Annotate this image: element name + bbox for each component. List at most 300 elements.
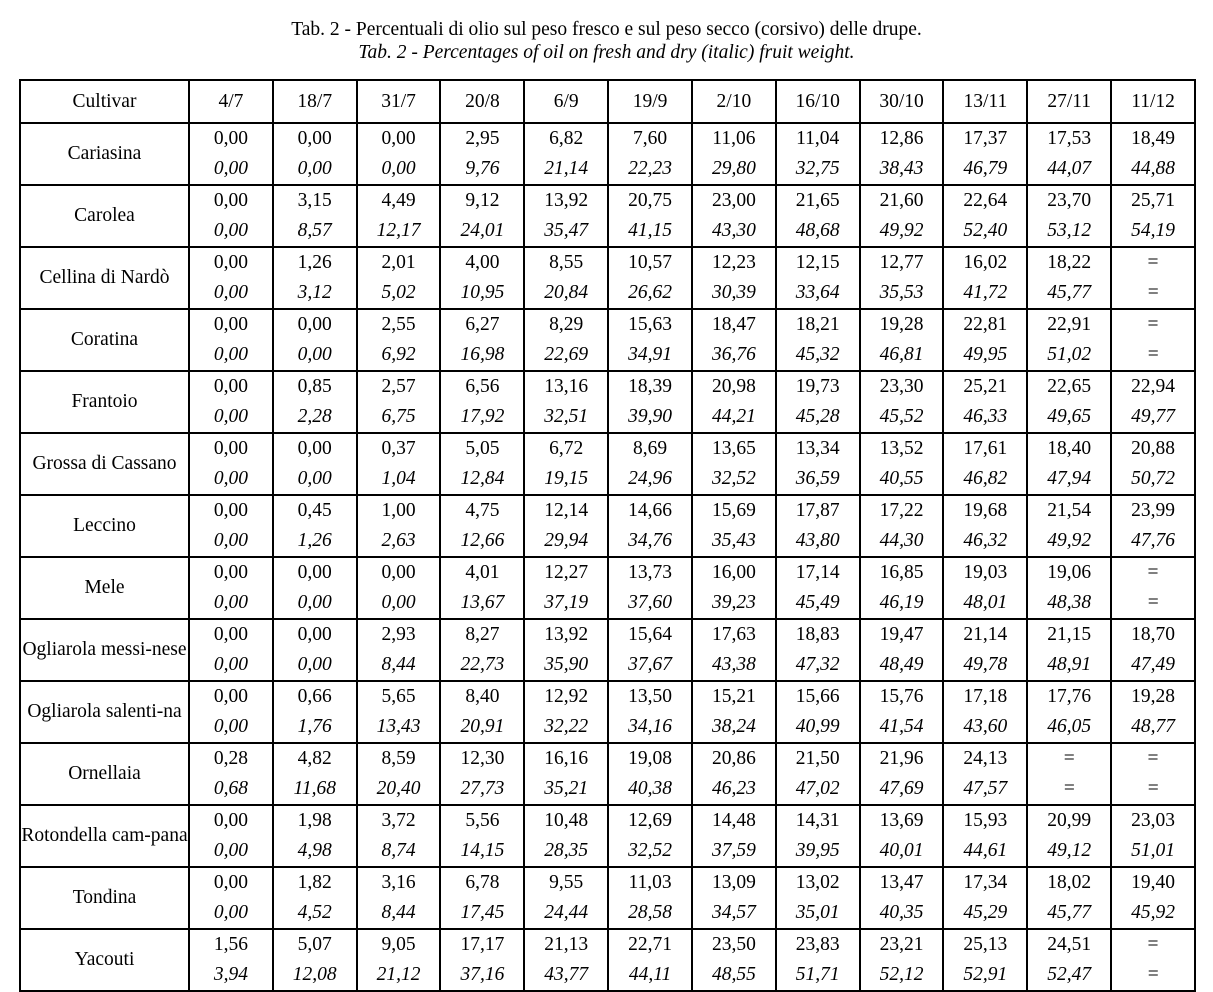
value-cell — [860, 557, 944, 619]
dry-weight-value: 13,43 — [376, 716, 421, 737]
fresh-weight-value: 19,28 — [1131, 686, 1175, 707]
fresh-weight-value: 21,50 — [795, 748, 840, 769]
fresh-weight-value: 17,61 — [963, 438, 1008, 459]
value-cell — [860, 867, 944, 929]
table-row — [20, 185, 1195, 247]
dry-weight-value: 48,68 — [795, 220, 840, 241]
dry-weight-value: 46,33 — [963, 406, 1008, 427]
value-cell — [1111, 123, 1195, 185]
table-row — [20, 495, 1195, 557]
dry-weight-value: 0,00 — [213, 592, 248, 613]
dry-weight-value: 47,94 — [1047, 468, 1092, 489]
fresh-weight-value: 4,00 — [465, 252, 500, 273]
dry-weight-value: 0,00 — [297, 344, 332, 365]
value-cell — [524, 123, 608, 185]
fresh-weight-value: 15,21 — [711, 686, 756, 707]
fresh-weight-value: 6,78 — [465, 872, 500, 893]
fresh-weight-value: = — [1147, 934, 1159, 955]
dry-weight-value: 44,88 — [1131, 158, 1175, 179]
fresh-weight-value: 16,16 — [544, 748, 589, 769]
value-cell — [1111, 247, 1195, 309]
dry-weight-value: 47,49 — [1131, 654, 1175, 675]
dry-weight-value: 45,28 — [795, 406, 840, 427]
dry-weight-value: 0,00 — [213, 468, 248, 489]
dry-weight-value: 52,12 — [879, 964, 924, 985]
value-cell — [1027, 309, 1111, 371]
value-cell — [1027, 123, 1111, 185]
fresh-weight-value: 2,55 — [381, 314, 416, 335]
cultivar-name: Frantoio — [20, 371, 189, 433]
fresh-weight-value: 23,21 — [879, 934, 924, 955]
dry-weight-value: 12,17 — [376, 220, 421, 241]
value-cell — [608, 309, 692, 371]
value-cell — [608, 619, 692, 681]
dry-weight-value: 43,30 — [711, 220, 756, 241]
dry-weight-value: 8,57 — [297, 220, 332, 241]
dry-weight-value: 47,32 — [795, 654, 840, 675]
header-date: 4/7 — [189, 80, 273, 123]
dry-weight-value: 0,00 — [381, 158, 416, 179]
dry-weight-value: 46,05 — [1047, 716, 1092, 737]
cultivar-name: Cariasina — [20, 123, 189, 185]
value-cell — [776, 371, 860, 433]
table-row — [20, 309, 1195, 371]
value-cell — [608, 557, 692, 619]
dry-weight-value: 24,96 — [628, 468, 672, 489]
fresh-weight-value: 15,66 — [795, 686, 840, 707]
dry-weight-value: 35,53 — [879, 282, 924, 303]
value-cell — [1027, 619, 1111, 681]
dry-weight-value: 12,66 — [460, 530, 505, 551]
value-cell — [1111, 929, 1195, 991]
value-cell — [608, 495, 692, 557]
fresh-weight-value: 0,66 — [297, 686, 332, 707]
dry-weight-value: 28,35 — [544, 840, 589, 861]
fresh-weight-value: 13,02 — [795, 872, 840, 893]
header-cultivar: Cultivar — [20, 80, 189, 123]
dry-weight-value: 35,47 — [544, 220, 589, 241]
dry-weight-value: 41,15 — [628, 220, 672, 241]
fresh-weight-value: 0,00 — [297, 314, 332, 335]
value-cell — [357, 185, 441, 247]
dry-weight-value: = — [1146, 282, 1160, 303]
value-cell — [860, 371, 944, 433]
fresh-weight-value: 1,82 — [297, 872, 332, 893]
fresh-weight-value: 0,00 — [213, 686, 248, 707]
fresh-weight-value: 15,69 — [711, 500, 756, 521]
header-date: 19/9 — [608, 80, 692, 123]
dry-weight-value: 17,92 — [460, 406, 505, 427]
fresh-weight-value: 21,13 — [544, 934, 589, 955]
value-cell — [189, 185, 273, 247]
dry-weight-value: 40,01 — [879, 840, 924, 861]
dry-weight-value: 29,94 — [544, 530, 589, 551]
cultivar-name: Ogliarola salenti-na — [20, 681, 189, 743]
fresh-weight-value: = — [1147, 562, 1159, 583]
value-cell — [357, 929, 441, 991]
value-cell — [776, 185, 860, 247]
fresh-weight-value: 13,52 — [879, 438, 924, 459]
dry-weight-value: 40,38 — [628, 778, 672, 799]
value-cell — [1111, 743, 1195, 805]
value-cell — [524, 867, 608, 929]
value-cell — [860, 619, 944, 681]
value-cell — [860, 123, 944, 185]
value-cell — [1111, 867, 1195, 929]
fresh-weight-value: 4,01 — [465, 562, 500, 583]
dry-weight-value: 41,72 — [963, 282, 1008, 303]
fresh-weight-value: 8,27 — [465, 624, 500, 645]
fresh-weight-value: 9,05 — [381, 934, 416, 955]
value-cell — [273, 743, 357, 805]
dry-weight-value: 54,19 — [1131, 220, 1175, 241]
fresh-weight-value: 23,99 — [1131, 500, 1175, 521]
value-cell — [1027, 557, 1111, 619]
dry-weight-value: 6,75 — [381, 406, 416, 427]
fresh-weight-value: 4,75 — [465, 500, 500, 521]
fresh-weight-value: 21,15 — [1047, 624, 1092, 645]
table-row — [20, 371, 1195, 433]
value-cell — [357, 371, 441, 433]
dry-weight-value: 28,58 — [628, 902, 672, 923]
fresh-weight-value: 0,45 — [297, 500, 332, 521]
dry-weight-value: 33,64 — [795, 282, 840, 303]
dry-weight-value: 45,32 — [795, 344, 840, 365]
fresh-weight-value: 23,83 — [795, 934, 840, 955]
value-cell — [608, 681, 692, 743]
value-cell — [692, 867, 776, 929]
dry-weight-value: 40,35 — [879, 902, 924, 923]
value-cell — [189, 123, 273, 185]
dry-weight-value: 44,30 — [879, 530, 924, 551]
table-title-italian: Tab. 2 - Percentuali di olio sul peso fresco e sul peso secco (corsivo) delle drupe. — [291, 19, 922, 40]
dry-weight-value: 44,11 — [628, 964, 672, 985]
fresh-weight-value: 3,15 — [297, 190, 332, 211]
dry-weight-value: 37,16 — [460, 964, 505, 985]
dry-weight-value: 30,39 — [711, 282, 756, 303]
fresh-weight-value: 1,26 — [297, 252, 332, 273]
dry-weight-value: 45,29 — [963, 902, 1008, 923]
fresh-weight-value: 5,56 — [465, 810, 500, 831]
fresh-weight-value: 17,63 — [711, 624, 756, 645]
dry-weight-value: 0,00 — [213, 530, 248, 551]
value-cell — [440, 495, 524, 557]
value-cell — [189, 805, 273, 867]
dry-weight-value: 14,15 — [460, 840, 505, 861]
fresh-weight-value: 13,92 — [544, 190, 589, 211]
dry-weight-value: 44,61 — [963, 840, 1008, 861]
dry-weight-value: 4,52 — [297, 902, 332, 923]
dry-weight-value: 45,77 — [1047, 282, 1092, 303]
fresh-weight-value: 19,47 — [879, 624, 924, 645]
oil-percentage-table — [19, 79, 1196, 992]
cultivar-name: Leccino — [20, 495, 189, 557]
dry-weight-value: 39,23 — [711, 592, 756, 613]
dry-weight-value: 34,76 — [628, 530, 672, 551]
value-cell — [1111, 433, 1195, 495]
value-cell — [189, 681, 273, 743]
fresh-weight-value: 25,71 — [1131, 190, 1175, 211]
dry-weight-value: 26,62 — [628, 282, 672, 303]
value-cell — [440, 433, 524, 495]
value-cell — [776, 619, 860, 681]
value-cell — [1111, 371, 1195, 433]
value-cell — [1027, 371, 1111, 433]
dry-weight-value: 38,24 — [711, 716, 756, 737]
dry-weight-value: = — [1146, 964, 1160, 985]
dry-weight-value: 47,57 — [963, 778, 1008, 799]
fresh-weight-value: 18,02 — [1047, 872, 1092, 893]
value-cell — [943, 185, 1027, 247]
fresh-weight-value: 18,49 — [1131, 128, 1175, 149]
fresh-weight-value: 20,99 — [1047, 810, 1092, 831]
fresh-weight-value: 0,00 — [213, 314, 248, 335]
dry-weight-value: 10,95 — [460, 282, 505, 303]
dry-weight-value: 41,54 — [879, 716, 924, 737]
fresh-weight-value: 8,59 — [381, 748, 416, 769]
value-cell — [273, 619, 357, 681]
fresh-weight-value: 8,55 — [549, 252, 584, 273]
dry-weight-value: 4,98 — [297, 840, 332, 861]
value-cell — [357, 557, 441, 619]
fresh-weight-value: 13,16 — [544, 376, 589, 397]
value-cell — [776, 495, 860, 557]
fresh-weight-value: 1,98 — [297, 810, 332, 831]
fresh-weight-value: 19,08 — [628, 748, 672, 769]
table-row — [20, 557, 1195, 619]
fresh-weight-value: 25,13 — [963, 934, 1008, 955]
value-cell — [524, 371, 608, 433]
table-row — [20, 681, 1195, 743]
header-date: 20/8 — [440, 80, 524, 123]
value-cell — [1111, 495, 1195, 557]
dry-weight-value: 49,92 — [879, 220, 924, 241]
dry-weight-value: 22,73 — [460, 654, 505, 675]
cultivar-name: Ogliarola messi-nese — [20, 619, 189, 681]
value-cell — [860, 185, 944, 247]
fresh-weight-value: 18,40 — [1047, 438, 1092, 459]
fresh-weight-value: 0,37 — [381, 438, 416, 459]
fresh-weight-value: 0,28 — [213, 748, 248, 769]
fresh-weight-value: 22,65 — [1047, 376, 1092, 397]
value-cell — [273, 185, 357, 247]
fresh-weight-value: 0,00 — [213, 624, 248, 645]
cultivar-name: Grossa di Cassano — [20, 433, 189, 495]
fresh-weight-value: 1,00 — [381, 500, 416, 521]
value-cell — [776, 247, 860, 309]
fresh-weight-value: = — [1147, 252, 1159, 273]
fresh-weight-value: 8,40 — [465, 686, 500, 707]
fresh-weight-value: 19,03 — [963, 562, 1008, 583]
value-cell — [440, 743, 524, 805]
value-cell — [357, 867, 441, 929]
dry-weight-value: 48,01 — [963, 592, 1008, 613]
cultivar-name: Coratina — [20, 309, 189, 371]
fresh-weight-value: 17,76 — [1047, 686, 1092, 707]
cultivar-name: Cellina di Nardò — [20, 247, 189, 309]
table-row — [20, 123, 1195, 185]
dry-weight-value: 32,75 — [795, 158, 840, 179]
fresh-weight-value: 14,48 — [711, 810, 756, 831]
dry-weight-value: 17,45 — [460, 902, 505, 923]
fresh-weight-value: 17,37 — [963, 128, 1008, 149]
value-cell — [776, 433, 860, 495]
value-cell — [692, 557, 776, 619]
value-cell — [524, 681, 608, 743]
dry-weight-value: 50,72 — [1131, 468, 1175, 489]
fresh-weight-value: 4,82 — [297, 748, 332, 769]
fresh-weight-value: 22,94 — [1131, 376, 1175, 397]
value-cell — [943, 867, 1027, 929]
value-cell — [608, 247, 692, 309]
header-date: 11/12 — [1111, 80, 1195, 123]
table-title-english: Tab. 2 - Percentages of oil on fresh and dry (italic) fruit weight. — [358, 42, 855, 63]
table-row — [20, 619, 1195, 681]
value-cell — [440, 123, 524, 185]
value-cell — [776, 805, 860, 867]
value-cell — [860, 433, 944, 495]
fresh-weight-value: 6,82 — [549, 128, 584, 149]
dry-weight-value: 24,44 — [544, 902, 589, 923]
value-cell — [357, 619, 441, 681]
dry-weight-value: = — [1062, 778, 1076, 799]
dry-weight-value: 0,00 — [297, 158, 332, 179]
fresh-weight-value: 16,00 — [711, 562, 756, 583]
dry-weight-value: 47,02 — [795, 778, 840, 799]
dry-weight-value: 43,60 — [963, 716, 1008, 737]
value-cell — [357, 123, 441, 185]
dry-weight-value: 34,57 — [711, 902, 756, 923]
dry-weight-value: 45,52 — [879, 406, 924, 427]
fresh-weight-value: 13,34 — [795, 438, 840, 459]
dry-weight-value: 52,40 — [963, 220, 1008, 241]
fresh-weight-value: 8,69 — [632, 438, 668, 459]
fresh-weight-value: 21,54 — [1047, 500, 1092, 521]
dry-weight-value: 0,68 — [213, 778, 248, 799]
value-cell — [608, 929, 692, 991]
value-cell — [608, 433, 692, 495]
dry-weight-value: 49,95 — [963, 344, 1008, 365]
value-cell — [440, 867, 524, 929]
value-cell — [273, 123, 357, 185]
fresh-weight-value: 12,86 — [879, 128, 924, 149]
value-cell — [692, 433, 776, 495]
table-row — [20, 247, 1195, 309]
dry-weight-value: 45,49 — [795, 592, 840, 613]
value-cell — [692, 495, 776, 557]
dry-weight-value: 27,73 — [460, 778, 505, 799]
dry-weight-value: 40,99 — [795, 716, 840, 737]
dry-weight-value: 49,92 — [1047, 530, 1092, 551]
value-cell — [524, 929, 608, 991]
value-cell — [860, 805, 944, 867]
table-row — [20, 805, 1195, 867]
fresh-weight-value: 12,14 — [544, 500, 589, 521]
fresh-weight-value: 20,88 — [1131, 438, 1175, 459]
value-cell — [1027, 681, 1111, 743]
value-cell — [692, 743, 776, 805]
dry-weight-value: 0,00 — [297, 592, 332, 613]
fresh-weight-value: 15,76 — [879, 686, 924, 707]
dry-weight-value: 8,44 — [381, 654, 416, 675]
fresh-weight-value: 19,40 — [1131, 872, 1175, 893]
cultivar-name: Ornellaia — [20, 743, 189, 805]
dry-weight-value: 3,94 — [213, 964, 248, 985]
value-cell — [189, 929, 273, 991]
fresh-weight-value: 13,92 — [544, 624, 589, 645]
dry-weight-value: 13,67 — [460, 592, 505, 613]
value-cell — [692, 619, 776, 681]
dry-weight-value: 0,00 — [213, 344, 248, 365]
dry-weight-value: 12,08 — [292, 964, 337, 985]
value-cell — [189, 619, 273, 681]
value-cell — [357, 247, 441, 309]
value-cell — [608, 743, 692, 805]
value-cell — [608, 371, 692, 433]
dry-weight-value: 44,21 — [711, 406, 756, 427]
dry-weight-value: 34,91 — [628, 344, 672, 365]
value-cell — [1027, 805, 1111, 867]
dry-weight-value: 29,80 — [711, 158, 756, 179]
dry-weight-value: 48,49 — [879, 654, 924, 675]
dry-weight-value: 45,77 — [1047, 902, 1092, 923]
dry-weight-value: 40,55 — [879, 468, 924, 489]
dry-weight-value: 46,19 — [879, 592, 924, 613]
fresh-weight-value: 13,69 — [879, 810, 924, 831]
fresh-weight-value: 9,55 — [549, 872, 584, 893]
fresh-weight-value: 10,48 — [544, 810, 589, 831]
dry-weight-value: 32,22 — [544, 716, 589, 737]
dry-weight-value: 0,00 — [213, 840, 248, 861]
table-row — [20, 743, 1195, 805]
fresh-weight-value: 24,13 — [963, 748, 1008, 769]
fresh-weight-value: 17,18 — [963, 686, 1008, 707]
dry-weight-value: 37,19 — [544, 592, 589, 613]
fresh-weight-value: 18,22 — [1047, 252, 1092, 273]
value-cell — [440, 929, 524, 991]
fresh-weight-value: 0,00 — [213, 190, 248, 211]
value-cell — [943, 309, 1027, 371]
value-cell — [692, 371, 776, 433]
dry-weight-value: 0,00 — [213, 282, 248, 303]
fresh-weight-value: 2,95 — [465, 128, 500, 149]
fresh-weight-value: 23,30 — [879, 376, 924, 397]
dry-weight-value: = — [1146, 778, 1160, 799]
dry-weight-value: 19,15 — [544, 468, 589, 489]
fresh-weight-value: 24,51 — [1047, 934, 1092, 955]
dry-weight-value: 46,82 — [963, 468, 1008, 489]
value-cell — [357, 433, 441, 495]
fresh-weight-value: 12,15 — [795, 252, 840, 273]
dry-weight-value: 43,77 — [544, 964, 589, 985]
fresh-weight-value: 11,04 — [796, 128, 840, 149]
fresh-weight-value: 20,86 — [711, 748, 756, 769]
dry-weight-value: 5,02 — [381, 282, 416, 303]
fresh-weight-value: 21,14 — [963, 624, 1008, 645]
fresh-weight-value: 18,21 — [795, 314, 840, 335]
value-cell — [692, 309, 776, 371]
dry-weight-value: 35,90 — [544, 654, 589, 675]
dry-weight-value: 22,23 — [628, 158, 672, 179]
fresh-weight-value: = — [1147, 314, 1159, 335]
dry-weight-value: 39,90 — [628, 406, 672, 427]
fresh-weight-value: 0,00 — [297, 562, 332, 583]
dry-weight-value: 37,67 — [628, 654, 672, 675]
value-cell — [860, 495, 944, 557]
fresh-weight-value: 22,81 — [963, 314, 1008, 335]
dry-weight-value: 20,84 — [544, 282, 589, 303]
value-cell — [440, 247, 524, 309]
